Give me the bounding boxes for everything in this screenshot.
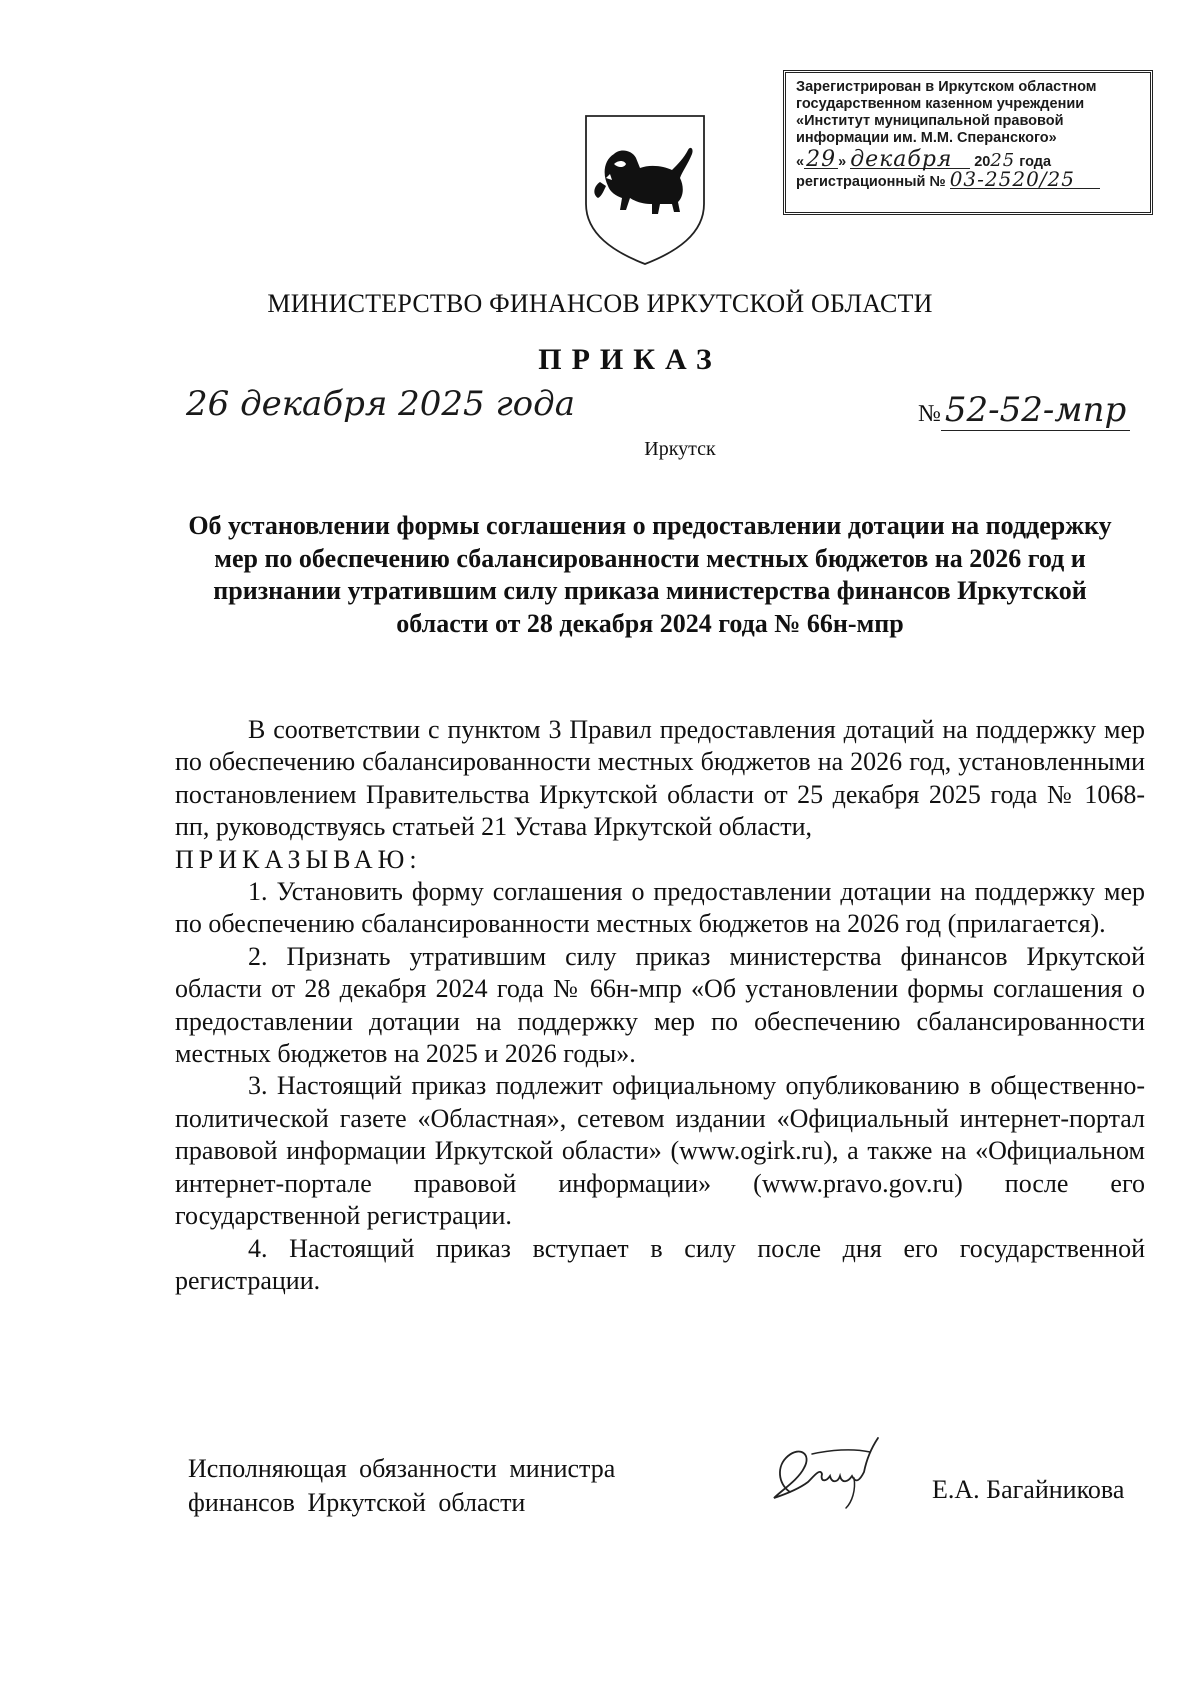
- ministry-name: МИНИСТЕРСТВО ФИНАНСОВ ИРКУТСКОЙ ОБЛАСТИ: [267, 289, 933, 318]
- coat-of-arms-icon: [580, 112, 710, 267]
- order-number-label: №: [918, 401, 941, 427]
- stamp-date-open: «: [796, 154, 805, 170]
- handwritten-date: 26 декабря 2025 года: [186, 384, 575, 424]
- order-item-2: 2. Признать утратившим силу приказ министерства финансов Иркутской области от 28 декабря 2024 года № 66н-мпр «Об установлении формы соглашения о предоставлении дотации на поддержку мер по обеспечению сбалансированности местных бюджетов на 2025 и 2026 годы».: [175, 941, 1145, 1069]
- preamble-paragraph: В соответствии с пунктом 3 Правил предоставления дотаций на поддержку мер по обеспечению сбалансированности местных бюджетов на 2026 год, установленными постановлением Правительства Иркутской области от 25 декабря 2025 года № 1068-пп, руководствуясь статьей 21 Устава Иркутской области,: [175, 715, 1145, 842]
- stamp-reg-label: регистрационный №: [796, 174, 946, 190]
- stamp-line-1: Зарегистрирован в Иркутском областном: [796, 79, 1097, 95]
- document-type-heading: ПРИКАЗ: [538, 343, 722, 376]
- registration-stamp: [783, 70, 1153, 215]
- order-word: ПРИКАЗЫВАЮ:: [175, 844, 422, 874]
- stamp-line-2: государственном казенном учреждении: [796, 96, 1085, 112]
- stamp-reg-row: [796, 167, 1142, 191]
- document-body: [175, 714, 1145, 1297]
- signatory-position: [188, 1452, 658, 1520]
- order-item-4: 4. Настоящий приказ вступает в силу после дня его государственной регистрации.: [175, 1233, 1145, 1295]
- stamp-date-day: 29: [806, 147, 837, 172]
- document-title: Об установлении формы соглашения о предоставлении дотации на поддержку мер по обеспечению сбалансированности местных бюджетов на 2026 год и признании утратившим силу приказа министерства финансов Иркутской области от 28 декабря 2024 года № 66н-мпр: [188, 511, 1112, 638]
- order-item-1: 1. Установить форму соглашения о предоставлении дотации на поддержку мер по обеспечению сбалансированности местных бюджетов на 2026 год (прилагается).: [175, 877, 1145, 939]
- stamp-reg-number: 03-2520/25: [950, 171, 1100, 189]
- stamp-year-hand: 25: [990, 150, 1016, 171]
- city-name: Иркутск: [644, 438, 716, 460]
- stamp-year-suffix: года: [1019, 154, 1052, 170]
- order-number-handwritten: 52-52-мпр: [941, 390, 1130, 431]
- stamp-line-3: «Институт муниципальной правовой: [796, 113, 1064, 129]
- stamp-date-month: декабря: [850, 151, 970, 169]
- signatory-position-line-1: Исполняющая обязанности министра: [188, 1454, 616, 1483]
- handwritten-signature: [760, 1432, 890, 1512]
- order-item-3: 3. Настоящий приказ подлежит официальному опубликованию в общественно-политической газете «Областная», сетевом издании «Официальный интернет-портал правовой информации Иркутской области» (www.ogirk.ru), а также на «Официальном интернет-портале правовой информации» (www.pravo.gov.ru) после его государственной регистрации.: [175, 1071, 1145, 1231]
- stamp-date-close: »: [838, 154, 847, 170]
- stamp-line-4: информации им. М.М. Сперанского»: [796, 130, 1057, 146]
- stamp-year-prefix: 20: [974, 154, 991, 170]
- signatory-position-line-2: финансов Иркутской области: [188, 1488, 526, 1517]
- signatory-name: Е.А. Багайникова: [932, 1475, 1125, 1504]
- order-number: [918, 390, 1130, 430]
